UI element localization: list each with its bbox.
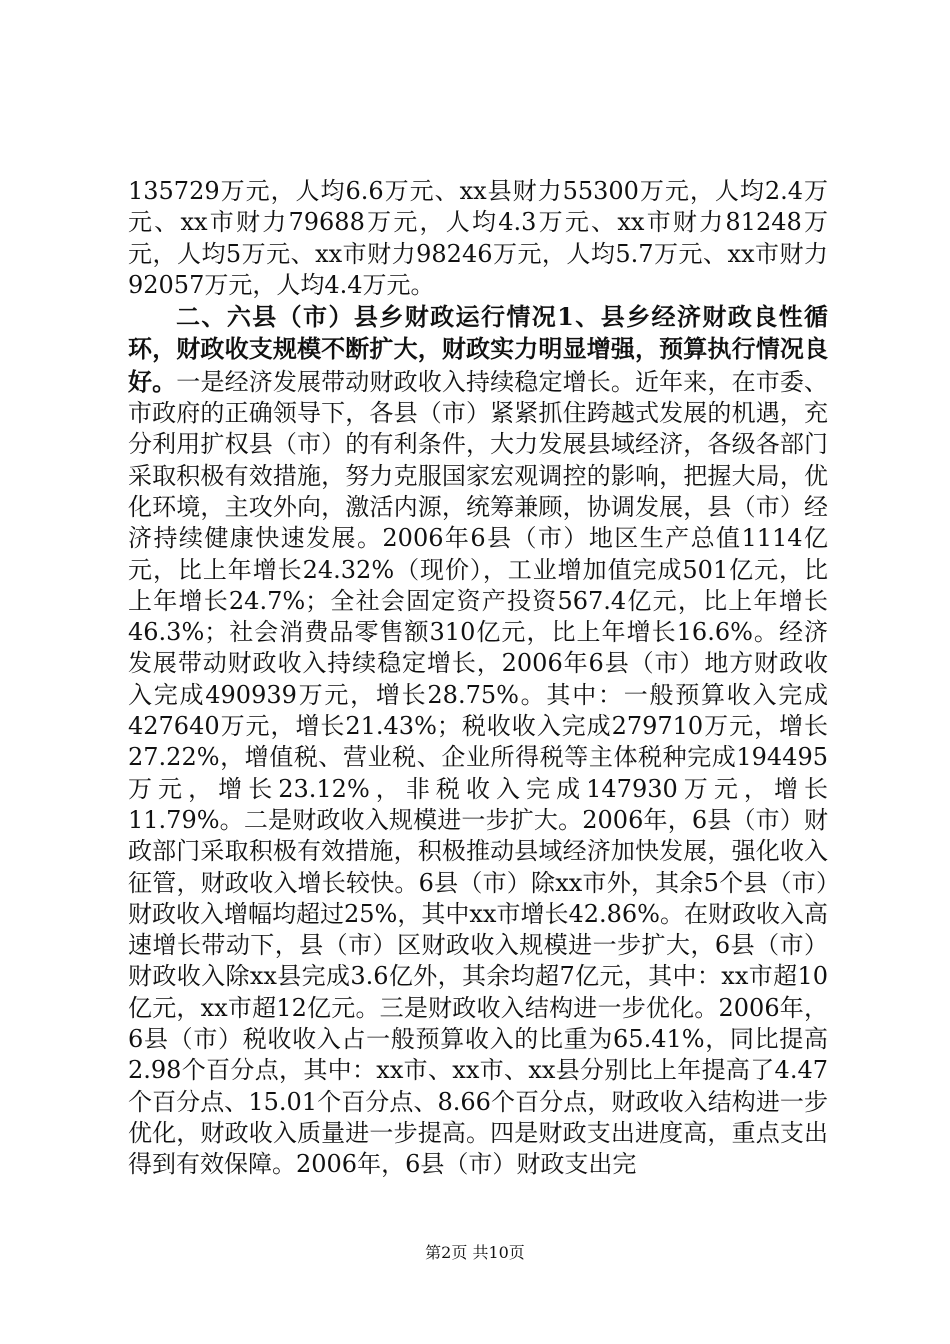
paragraph-financial-capacity: 135729万元，人均6.6万元、xx县财力55300万元，人均2.4万元、xx市财力79688万元，人均4.3万元、xx市财力81248万元，人均5万元、xx市财力98246万元，人均5.7万元、xx市财力92057万元，人均4.4万元。 <box>128 177 828 299</box>
section-heading: 二、六县（市）县乡财政运行情况1、县乡经济财政良性循环，财政收支规模不断扩大，财政实力明显增强，预算执行情况良好。 <box>128 302 828 396</box>
section-body: 一是经济发展带动财政收入持续稳定增长。近年来，在市委、市政府的正确领导下，各县（市）紧紧抓住跨越式发展的机遇，充分利用扩权县（市）的有利条件，大力发展县域经济，各级各部门采取积极有效措施，努力克服国家宏观调控的影响，把握大局，优化环境，主攻外向，激活内源，统筹兼顾，协调发展，县（市）经济持续健康快速发展。2006年6县（市）地区生产总值1114亿元，比上年增长24.32%（现价），工业增加值完成501亿元，比上年增长24.7%；全社会固定资产投资567.4亿元，比上年增长46.3%；社会消费品零售额310亿元，比上年增长16.6%。经济发展带动财政收入持续稳定增长，2006年6县（市）地方财政收入完成490939万元，增长28.75%。其中：一般预算收入完成427640万元，增长21.43%；税收收入完成279710万元，增长27.22%，增值税、营业税、企业所得税等主体税种完成194495万元，增长23.12%，非税收入完成147930万元，增长11.79%。二是财政收入规模进一步扩大。2006年，6县（市）财政部门采取积极有效措施，积极推动县域经济加快发展，强化收入征管，财政收入增长较快。6县（市）除xx市外，其余5个县（市）财政收入增幅均超过25%，其中xx市增长42.86%。在财政收入高速增长带动下，县（市）区财政收入规模进一步扩大，6县（市）财政收入除xx县完成3.6亿外，其余均超7亿元，其中：xx市超10亿元，xx市超12亿元。三是财政收入结构进一步优化。2006年，6县（市）税收收入占一般预算收入的比重为65.41%，同比提高2.98个百分点，其中：xx市、xx市、xx县分别比上年提高了4.47个百分点、15.01个百分点、8.66个百分点，财政收入结构进一步优化，财政收入质量进一步提高。四是财政支出进度高，重点支出得到有效保障。2006年，6县（市）财政支出完 <box>128 367 829 1179</box>
paragraph-county-finance <box>128 301 828 1180</box>
page-number-footer: 第2页 共10页 <box>425 1243 525 1262</box>
document-body <box>128 176 828 1181</box>
